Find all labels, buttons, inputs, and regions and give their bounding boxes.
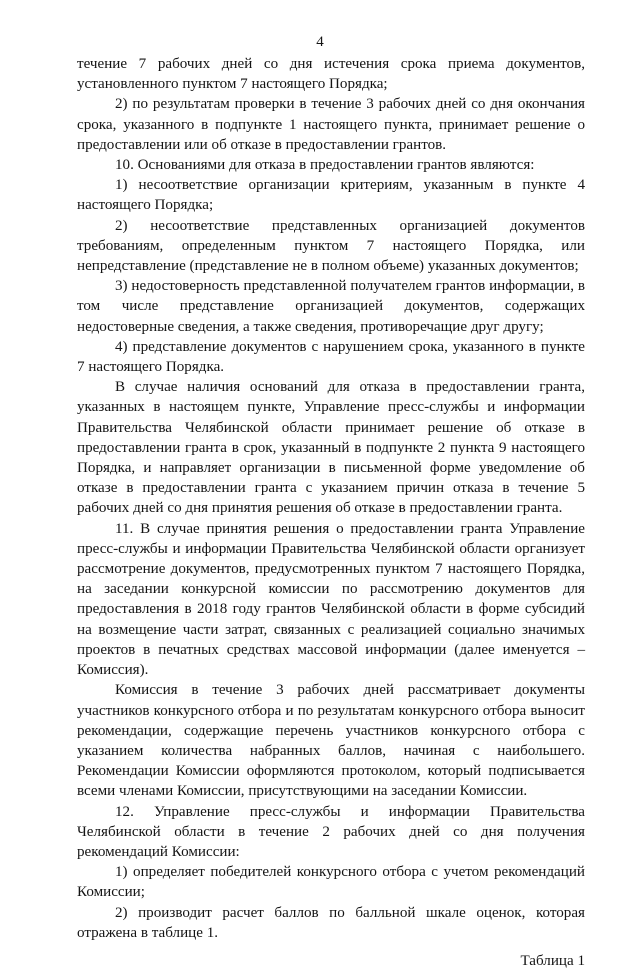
- paragraph-6: 3) недостоверность представленной получателем грантов информации, в том числе представление организацией документов, содержащих недостоверные сведения, а также сведения, противоречащие друг другу;: [77, 278, 585, 335]
- paragraph-10: Комиссия в течение 3 рабочих дней рассматривает документы участников конкурсного отбора и по результатам конкурсного отбора выносит рекомендации, содержащие перечень участников конкурсного отбора с указанием количества набранных баллов, начиная с наибольшего. Рекомендации Комиссии оформляются протоколом, который подписывается всеми членами Комиссии, присутствующими на заседании Комиссии.: [77, 682, 585, 800]
- paragraph-2: 2) по результатам проверки в течение 3 рабочих дней со дня окончания срока, указанного в подпункте 1 настоящего пункта, принимает решение о предоставлении или об отказе в предоставлении грантов.: [77, 96, 585, 153]
- paragraph-3: 10. Основаниями для отказа в предоставлении грантов являются:: [115, 157, 535, 174]
- paragraph-1: течение 7 рабочих дней со дня истечения срока приема документов, установленного пунктом 7 настоящего Порядка;: [77, 56, 585, 93]
- paragraph-13: 2) производит расчет баллов по балльной шкале оценок, которая отражена в таблице 1.: [77, 904, 585, 941]
- paragraph-9: 11. В случае принятия решения о предоставлении гранта Управление пресс-службы и информации Правительства Челябинской области организует рассмотрение документов, предусмотренных пунктом 7 настоящего Порядка, на заседании конкурсной комиссии по рассмотрению документов для предоставления в 2018 году грантов Челябинской области в форме субсидий на возмещение части затрат, связанных с реализацией социально значимых проектов в печатных средствах массовой информации (далее именуется – Комиссия).: [77, 520, 585, 679]
- paragraph-4: 1) несоответствие организации критериям, указанным в пункте 4 настоящего Порядка;: [77, 177, 585, 214]
- page-number: 4: [316, 34, 324, 50]
- paragraph-7: 4) представление документов с нарушением срока, указанного в пункте 7 настоящего Порядка.: [77, 338, 585, 376]
- paragraph-8: В случае наличия оснований для отказа в предоставлении гранта, указанных в настоящем пункте, Управление пресс-службы и информации Правительства Челябинской области принимает решение об отказе в предоставлении гранта в срок, указанный в подпункте 2 пункта 9 настоящего Порядка, и направляет организации в письменной форме уведомление об отказе в предоставлении гранта с указанием причин отказа в течение 5 рабочих дней со дня принятия решения об отказе в предоставлении гранта.: [77, 379, 585, 517]
- paragraph-12: 1) определяет победителей конкурсного отбора с учетом рекомендаций Комиссии;: [77, 864, 585, 901]
- paragraph-5: 2) несоответствие представленных организацией документов требованиям, определенным пунктом 7 настоящего Порядка, или непредставление (представление не в полном объеме) указанных документов;: [77, 217, 585, 275]
- table-caption: Таблица 1: [520, 952, 585, 969]
- paragraph-11: 12. Управление пресс-службы и информации Правительства Челябинской области в течение 2 рабочих дней со дня получения рекомендаций Комиссии:: [77, 803, 585, 860]
- document-body: [77, 54, 585, 971]
